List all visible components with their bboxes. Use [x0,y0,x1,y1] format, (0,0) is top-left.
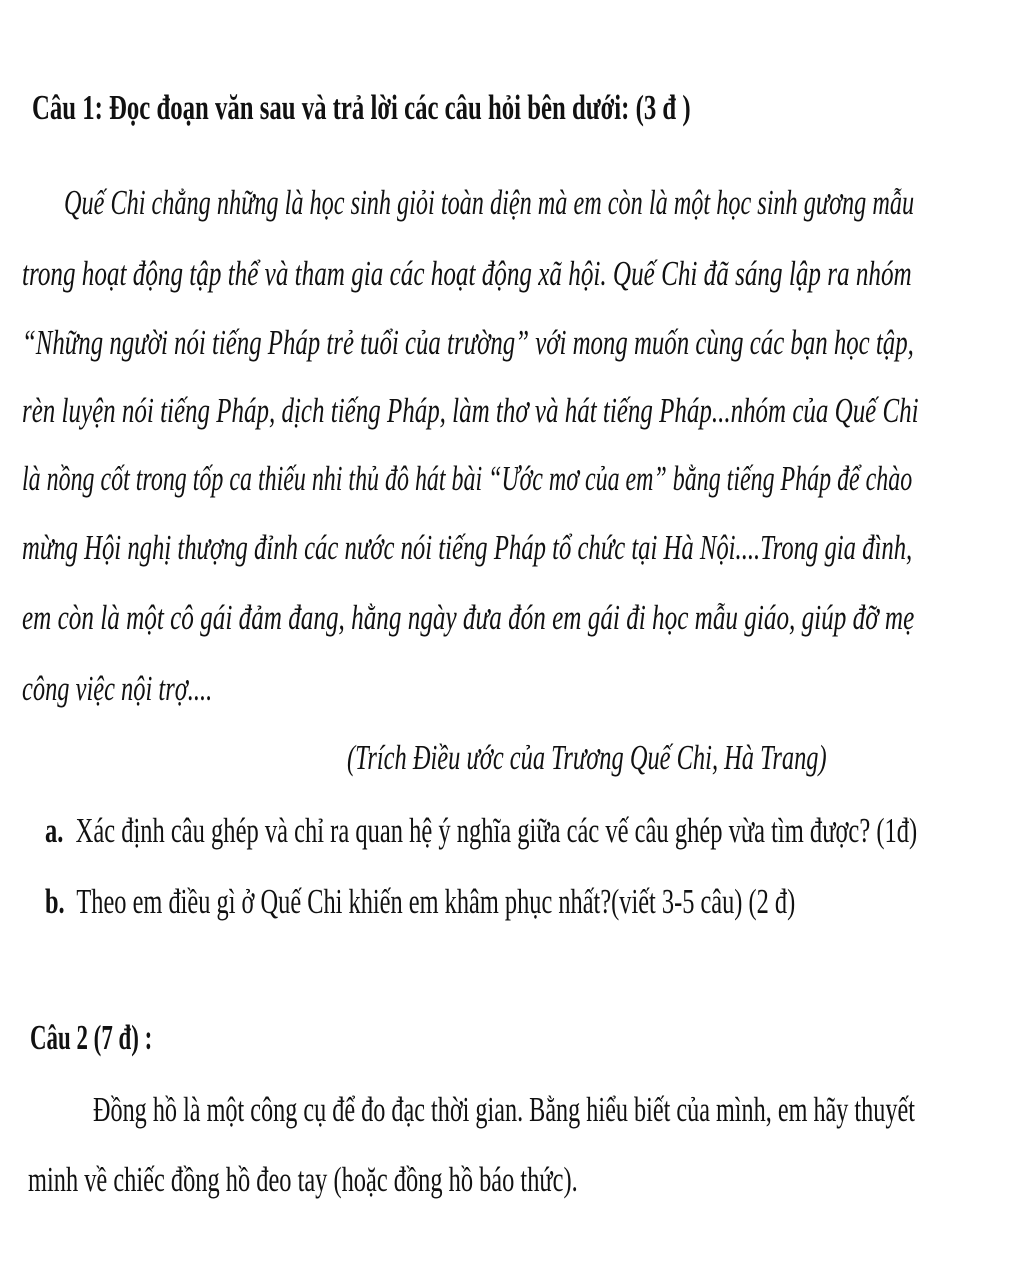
passage-line: mừng Hội nghị thượng đỉnh các nước nói tiếng Pháp tổ chức tại Hà Nội....Trong gia đình, [22,527,913,567]
question-2-heading: Câu 2 (7 đ) : [30,1017,153,1057]
passage-line: em còn là một cô gái đảm đang, hằng ngày đưa đón em gái đi học mẫu giáo, giúp đỡ mẹ [22,597,915,637]
passage-line: “Những người nói tiếng Pháp trẻ tuổi của trường” với mong muốn cùng các bạn học tập, [22,322,914,362]
passage-line: Quế Chi chẳng những là học sinh giỏi toàn diện mà em còn là một học sinh gương mẫu [64,182,915,222]
passage-line: là nồng cốt trong tốp ca thiếu nhi thủ đô hát bài “Ước mơ của em” bằng tiếng Pháp để chào [22,458,913,498]
item-label: a. [45,810,64,850]
passage-line: công việc nội trợ.... [22,668,213,708]
item-text: Theo em điều gì ở Quế Chi khiến em khâm phục nhất?(viết 3-5 câu) (2 đ) [76,881,796,921]
item-text: Xác định câu ghép và chỉ ra quan hệ ý nghĩa giữa các vế câu ghép vừa tìm được? (1đ) [75,810,918,850]
question-1-heading: Câu 1: Đọc đoạn văn sau và trả lời các câu hỏi bên dưới: (3 đ ) [32,87,691,127]
question-item-b [45,881,796,921]
item-label: b. [45,881,65,921]
question-2-body-line: minh về chiếc đồng hồ đeo tay (hoặc đồng hồ báo thức). [28,1159,578,1199]
passage-citation: (Trích Điều ước của Trương Quế Chi, Hà Trang) [347,737,827,777]
question-item-a [45,810,918,850]
passage-line: rèn luyện nói tiếng Pháp, dịch tiếng Pháp, làm thơ và hát tiếng Pháp...nhóm của Quế Chi [22,390,919,430]
question-2-body-line: Đồng hồ là một công cụ để đo đạc thời gian. Bằng hiểu biết của mình, em hãy thuyết [93,1089,915,1129]
passage-line: trong hoạt động tập thể và tham gia các hoạt động xã hội. Quế Chi đã sáng lập ra nhóm [22,253,912,293]
